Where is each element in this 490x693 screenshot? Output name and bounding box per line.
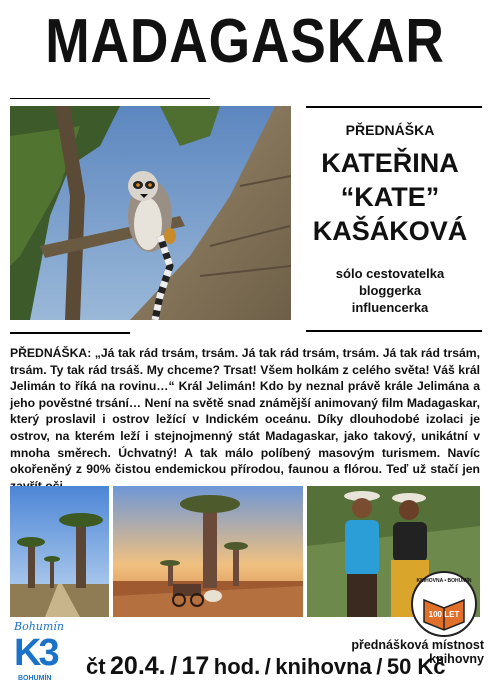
logo-mark: K3 bbox=[14, 632, 57, 674]
baobab-sunset-illustration bbox=[113, 486, 303, 617]
speaker-name bbox=[300, 146, 480, 248]
anniversary-badge bbox=[410, 570, 478, 638]
poster-title: MADAGASKAR bbox=[45, 7, 445, 76]
lemur-photo bbox=[10, 106, 291, 320]
event-day: čt bbox=[86, 654, 106, 679]
badge-top-text: KNIHOVNA • BOHUMÍN bbox=[416, 578, 472, 584]
event-price: 50 Kč bbox=[386, 654, 446, 679]
section-rule-right bbox=[306, 330, 482, 332]
logo-sub: BOHUMÍN bbox=[18, 675, 52, 682]
description-lead: PŘEDNÁŠKA: bbox=[10, 346, 92, 360]
section-rule-left bbox=[10, 332, 130, 334]
lemur-illustration bbox=[10, 106, 291, 320]
speaker-nickname: “KATE” bbox=[340, 182, 440, 212]
baobab-sunset-photo bbox=[113, 486, 303, 617]
baobab-avenue-photo bbox=[10, 486, 109, 617]
speaker-surname: KAŠÁKOVÁ bbox=[312, 216, 468, 246]
role-blogger: bloggerka bbox=[358, 283, 422, 298]
separator: / bbox=[170, 652, 178, 680]
event-hour-unit: hod. bbox=[213, 654, 261, 679]
event-details bbox=[86, 652, 486, 681]
speaker-roles bbox=[300, 265, 480, 316]
separator: / bbox=[376, 654, 383, 679]
role-influencer: influencerka bbox=[351, 300, 429, 315]
logo-script: Bohumín bbox=[14, 620, 64, 633]
title-rule-left bbox=[10, 98, 210, 99]
k3-logo bbox=[10, 620, 80, 690]
event-hour: 17 bbox=[181, 652, 210, 680]
speaker-first-name: KATEŘINA bbox=[321, 148, 459, 178]
venue-text: přednášková místnost knihovny bbox=[351, 638, 484, 666]
title-rule-right bbox=[306, 106, 482, 108]
badge-inner-text: 100 LET bbox=[428, 610, 460, 619]
description-text: „Já tak rád trsám, trsám. Já tak rád trsám, trsám. Já tak rád trsám, trsám. Ty tak rád trsáš. My chceme? Trsat! Všem holkám z celého světa! Váš král Jelimán to říká na rovinu…“ Král Jelimán! Kdo by neznal právě krále Jelimána a jeho pověstné trsání… Není na světě snad známější animovaný film Madagaskar, který proslavil i ostrov ležící v Indickém oceánu. Díky dlouhodobé izolaci je ostrov, na kterém leží i stejnojmenný stát Madagaskar, jako takový, unikátní v mnoha směrech. Úchvatný! A tak málo políbený masovým turismem. Navíc okořeněný z 90% čistou endemickou přírodou, faunou a flórou. Teď už stačí jen bbox=[10, 346, 480, 477]
event-date: 20.4. bbox=[110, 652, 166, 680]
separator: / bbox=[264, 654, 271, 679]
role-traveler: sólo cestovatelka bbox=[335, 266, 445, 281]
lecture-description bbox=[10, 345, 480, 494]
event-place: knihovna bbox=[275, 654, 372, 679]
baobab-avenue-illustration bbox=[10, 486, 109, 617]
lecture-kicker: PŘEDNÁŠKA bbox=[345, 122, 435, 138]
